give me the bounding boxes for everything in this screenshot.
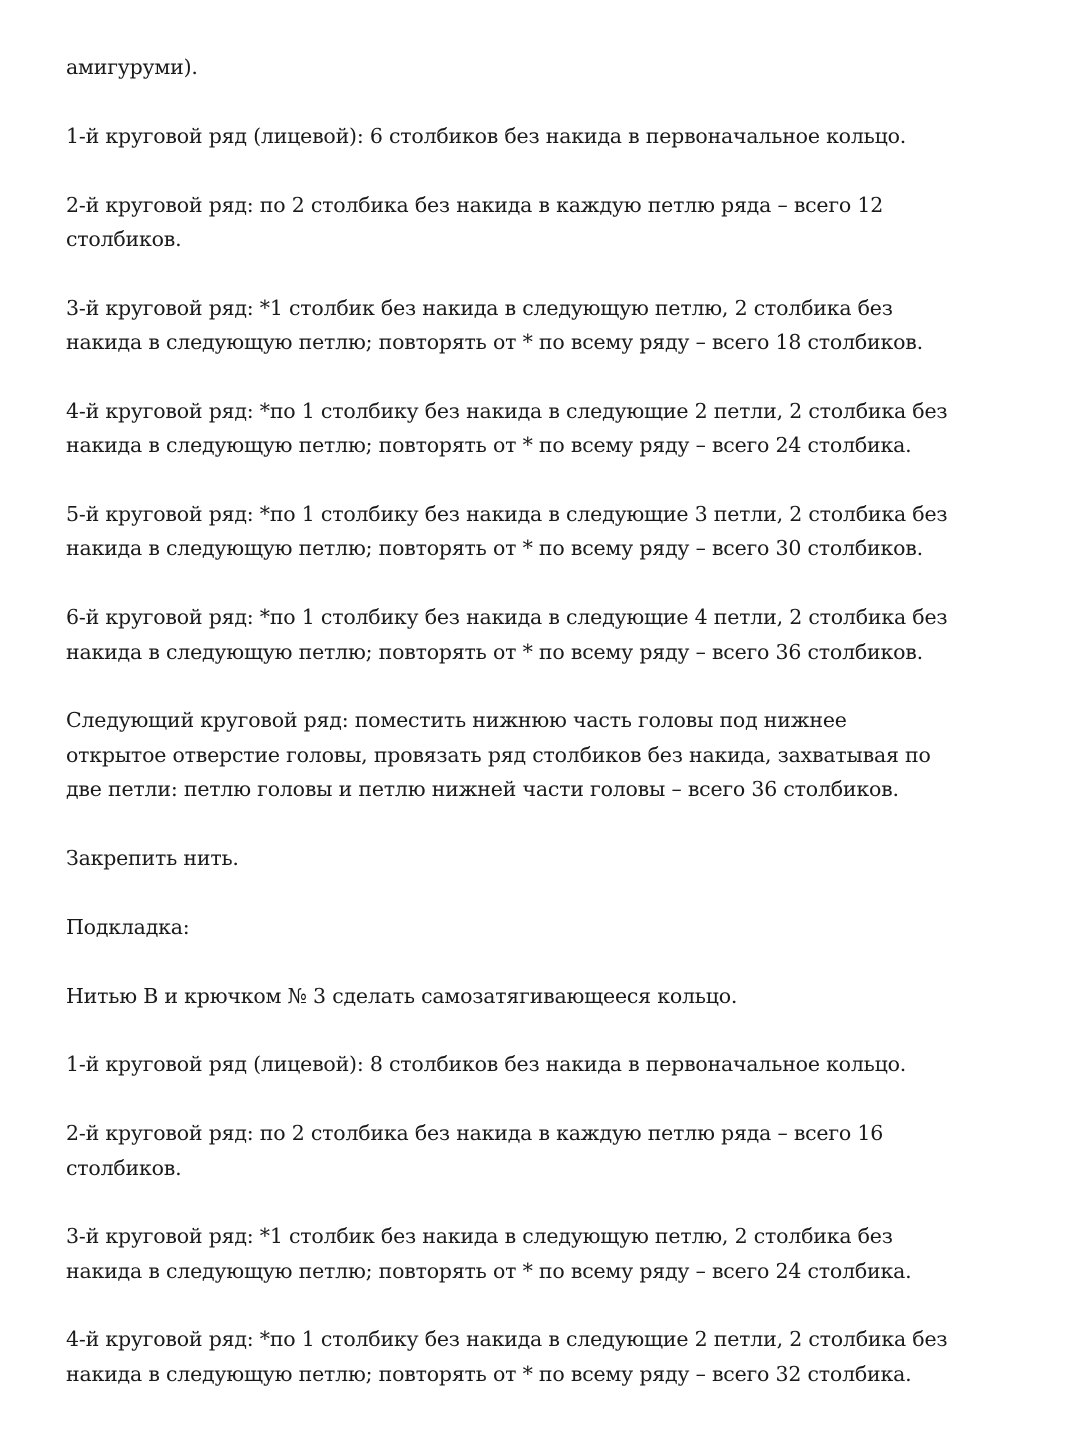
text-line: накида в следующую петлю; повторять от * по всему ряду – всего 32 столбика. <box>66 1361 912 1386</box>
text-line: 1-й круговой ряд (лицевой): 6 столбиков без накида в первоначальное кольцо. <box>66 123 907 148</box>
text-line: 3-й круговой ряд: *1 столбик без накида в следующую петлю, 2 столбика без <box>66 295 893 320</box>
paragraph <box>66 841 1040 875</box>
paragraph <box>66 910 1040 944</box>
text-line: накида в следующую петлю; повторять от * по всему ряду – всего 24 столбика. <box>66 1258 912 1283</box>
text-line: 4-й круговой ряд: *по 1 столбику без накида в следующие 2 петли, 2 столбика без <box>66 398 948 423</box>
text-line: открытое отверстие головы, провязать ряд столбиков без накида, захватывая по <box>66 742 931 767</box>
document-page <box>66 50 1040 1426</box>
text-line: 2-й круговой ряд: по 2 столбика без накида в каждую петлю ряда – всего 12 <box>66 192 884 217</box>
paragraph <box>66 979 1040 1013</box>
paragraph <box>66 291 1040 360</box>
text-line: 5-й круговой ряд: *по 1 столбику без накида в следующие 3 петли, 2 столбика без <box>66 502 948 527</box>
paragraph <box>66 1116 1040 1185</box>
paragraph <box>66 497 1040 566</box>
paragraph <box>66 50 1040 84</box>
paragraph <box>66 1322 1040 1391</box>
text-line: накида в следующую петлю; повторять от * по всему ряду – всего 18 столбиков. <box>66 330 923 355</box>
paragraph <box>66 188 1040 257</box>
text-line: Закрепить нить. <box>66 845 239 870</box>
paragraph <box>66 1047 1040 1081</box>
text-line: две петли: петлю головы и петлю нижней части головы – всего 36 столбиков. <box>66 777 899 802</box>
text-line: накида в следующую петлю; повторять от * по всему ряду – всего 24 столбика. <box>66 433 912 458</box>
text-line: 2-й круговой ряд: по 2 столбика без накида в каждую петлю ряда – всего 16 <box>66 1121 884 1146</box>
text-line: 4-й круговой ряд: *по 1 столбику без накида в следующие 2 петли, 2 столбика без <box>66 1327 948 1352</box>
text-line: Подкладка: <box>66 914 190 939</box>
text-line: Следующий круговой ряд: поместить нижнюю часть головы под нижнее <box>66 708 847 733</box>
paragraph <box>66 394 1040 463</box>
paragraph <box>66 600 1040 669</box>
paragraph <box>66 1219 1040 1288</box>
paragraph <box>66 119 1040 153</box>
text-line: амигуруми). <box>66 55 198 79</box>
paragraph <box>66 703 1040 806</box>
text-line: 3-й круговой ряд: *1 столбик без накида в следующую петлю, 2 столбика без <box>66 1224 893 1249</box>
text-line: накида в следующую петлю; повторять от * по всему ряду – всего 36 столбиков. <box>66 639 923 664</box>
text-line: Нитью B и крючком № 3 сделать самозатягивающееся кольцо. <box>66 983 738 1008</box>
text-line: столбиков. <box>66 1155 182 1180</box>
text-line: столбиков. <box>66 226 182 251</box>
text-line: накида в следующую петлю; повторять от * по всему ряду – всего 30 столбиков. <box>66 536 923 561</box>
text-line: 6-й круговой ряд: *по 1 столбику без накида в следующие 4 петли, 2 столбика без <box>66 605 948 630</box>
text-line: 1-й круговой ряд (лицевой): 8 столбиков без накида в первоначальное кольцо. <box>66 1052 907 1077</box>
